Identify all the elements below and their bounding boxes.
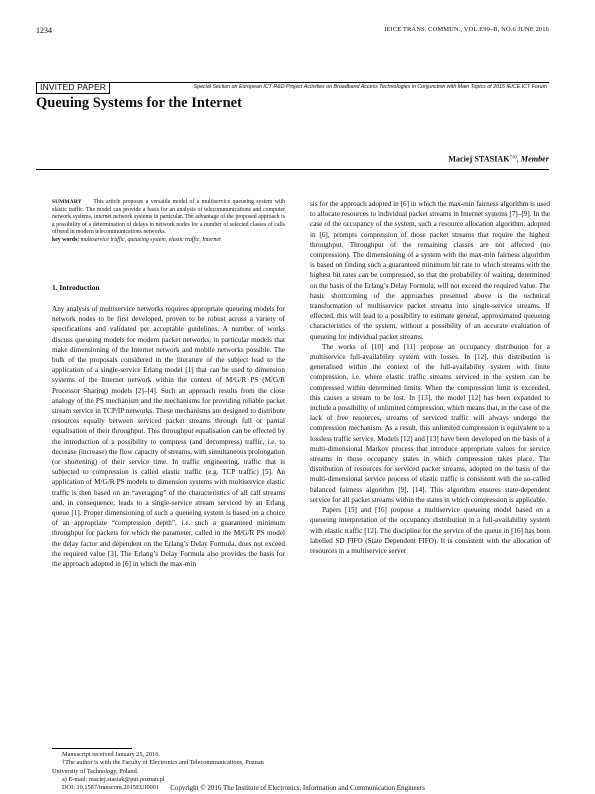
journal-header: IEICE TRANS. COMMUN., VOL.E99–B, NO.6 JUNE 2016 [384,26,549,33]
left-column-body [52,304,285,752]
invited-paper-label: INVITED PAPER [36,82,110,94]
body-paragraph: Papers [15] and [16] propose a multiservice queueing model based on a queueing interpretation of the occupancy distribution in a full-availability system with elastic traffic [12]. The discipline for the service of the queue in [16] has been labelled SD FIFO (State Dependent FIFO). It is consistent with the allocation of resources in a multiservice server [310,506,550,555]
author-line: Maciej STASIAK$^{\dagger a)}$, Member [448,154,549,164]
abstract-text: This article proposes a versatile model of a multiservice queueing system with elastic traffic. The model can provide a basis for an analysis of telecommunications and computer network systems, internet network systems in particular. The advantage of the proposed approach is a possibility of a determination of delays in network nodes for a number of selected classes of calls offered in modern telecommunications networks. [52,199,285,235]
right-column-body [310,199,550,775]
author-name: Maciej STASIAK [448,154,510,164]
paper-title: Queuing Systems for the Internet [36,95,242,111]
special-section-text: Special Section on European ICT R&D Project Activities on Broadband Access Technologies in Conjunction with Main Topics of 2015 IEICE ICT Forum [193,84,547,90]
invited-banner [36,82,549,93]
footnote-received: Manuscript received January 25, 2016. [62,751,160,758]
abstract [52,199,285,244]
keywords-label: key words: [52,236,80,243]
abstract-label: SUMMARY [52,199,82,205]
author-marks: †a) [509,154,517,160]
footnote-doi: DOI: 10.1587/transcom.2015EUI0001 [62,784,160,792]
body-paragraph: Any analysis of multiservice networks requires appropriate queueing models for network nodes to be first developed, proven to be robust across a variety of specifications and validated per acceptable guidelines. A number of works discuss queueing models for modern packet networks, in particular models that make dimensioning of the Internet network and mobile networks possible. The bulk of the proposals considered in the literature of the subject lead to the application of a single-service Erlang model [1] that can be used to dimension systems of the Internet network within the context of M/G/R PS (M/G/R Processor Sharing) models [2]–[4]. Such an approach results from the close analogy of the PS mechanism and the mechanisms for providing reliable packet stream service in TCP/IP networks. These mechanisms are designed to distribute resources equally between serviced packet streams through full or partial equalisation of their throughput. This throughput equalisation can be effected by the introduction of a possibility to compress (and decompress) traffic, i.e. to decrease (increase) the flow capacity of streams, with simultaneous prolongation (or shortening) of their service time. In traffic engineering, traffic that is subjected to compression is called elastic traffic (e.g. TCP traffic) [5]. An application of M/G/R PS models to dimension systems with multiservice elastic traffic is then based on an “averaging” of the characteristics of all call streams and, in consequence, leads to a single-service stream serviced by an Erlang queue [1]. Proper dimensioning of such a queueing system is based on a choice of an appropriate “compression depth”, i.e. such a guaranteed minimum throughput for packets for which the parameter, called in the M/G/R PS model the delay factor and dependent on the Erlang’s Delay Formula, does not exceed the required value [3]. The Erlang’s Delay Formula also provides the basis for the approach adopted in [6] in which the max-min [52,305,285,569]
body-paragraph: sis for the approach adopted in [6] in which the max-min fairness algorithm is used to allocate resources to individual packet streams in Internet systems [7]–[9]. In the case of the occupancy of the system, such a resource allocation algorithm, adopted in [6], prompts compression of those packet streams that require the highest throughput. Throughput of the remaining classes are not affected (no compression). The dimensioning of a system with the max-min fairness algorithm is based on finding such a guaranteed minimum bit rate to which streams with the highest bit rates can be compressed, so that the probability of waiting, determined on the basis of the Erlang’s Delay Formula, will not exceed the required value. The basic shortcoming of the approaches presented above is the technical transformation of multiservice packet streams into single-service streams. If effected, this will lead to a possibility to estimate general, approximated queueing characteristics of the system, without a possibility of an accurate evaluation of queueing for individual packet streams. [310,200,550,341]
body-paragraph: The works of [10] and [11] propose an occupancy distribution for a multiservice full-availability system with losses. In [12], this distribution is generalised within the context of the full-availability system with finite compression, i.e. where elastic traffic streams serviced in the system can be compressed within determined limits. When the compression limit is exceeded, this causes a stream to be lost. In [13], the model [12] has been expanded to include a possibility of unlimited compression, which means that, in the case of the lack of free resources, streams of serviced traffic will always undergo the compression mechanism. As a result, this unlimited compression is equivalent to a lossless traffic service. Models [12] and [13] have been developed on the basis of a multi-dimensional Markov process that introduce appropriate values for service streams in those occupancy states in which compression takes place. The distribution of resources for serviced packet streams, adopted on the basis of the multi-dimensional service process of elastic traffic is consistent with the so-called balanced fairness algorithm [9], [14]. This algorithm ensures state-dependent service for all packet streams within the states in which compression is applicable. [310,342,550,504]
footnote-rule [52,748,132,749]
section-heading: 1. Introduction [52,283,100,292]
copyright-line: Copyright © 2016 The Institute of Electronics, Information and Communication Engineers [170,784,425,792]
title-rule [36,169,549,170]
page-number: 1234 [36,26,52,35]
author-membership: Member [520,154,549,164]
footnote-affiliation: †The author is with the Faculty of Electronics and Telecommunications, Poznan University of Technology, Poland. [52,759,264,775]
footnote-email: a) E-mail: maciej.stasiak@put.poznan.pl [62,775,165,783]
keywords-text: multiservice traffic, queueing system, elastic traffic, Internet [80,236,221,243]
